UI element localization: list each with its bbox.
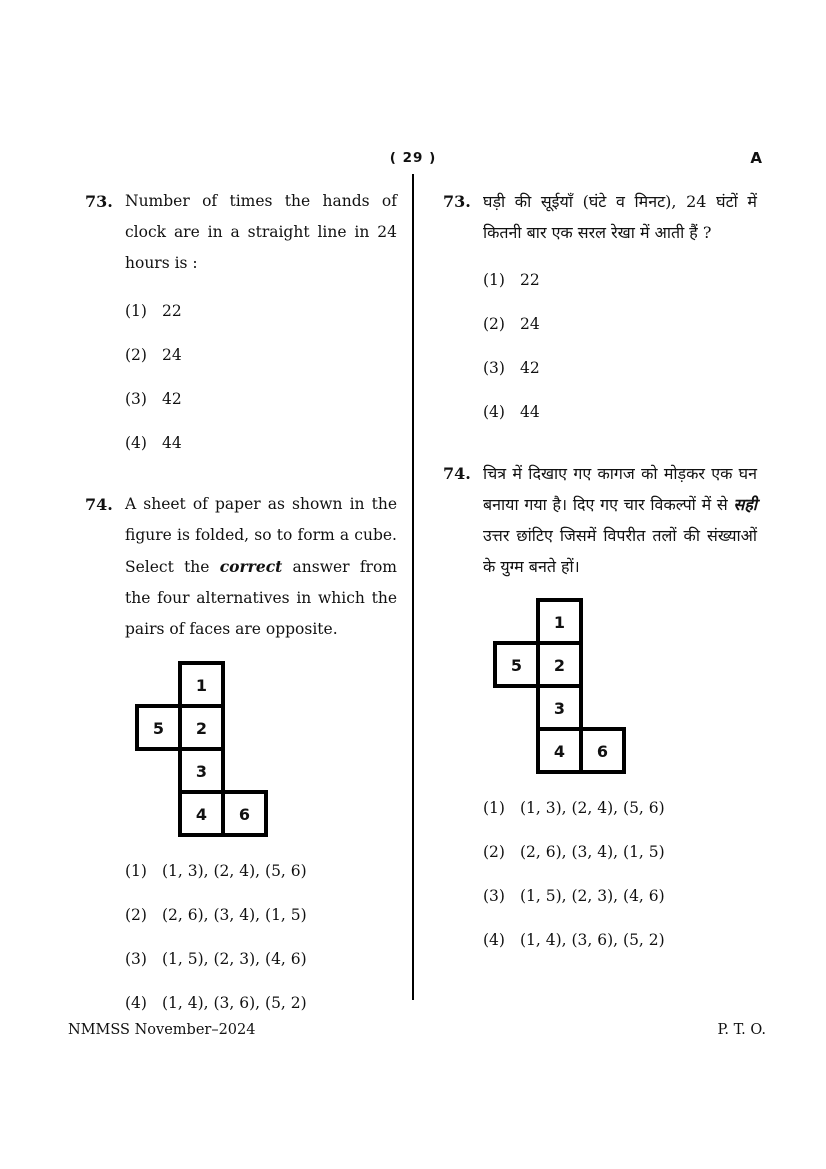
net-cell-label: 3 [553,699,566,718]
english-column [85,186,397,1025]
net-cell-label: 1 [195,676,208,695]
option-label: (4) [483,403,505,421]
net-cell-label: 1 [553,613,566,632]
option-label: (1) [483,271,505,289]
option-value: (1, 5), (2, 3), (4, 6) [519,887,665,905]
footer-pto: P. T. O. [717,1022,766,1038]
option-label: (4) [483,931,505,949]
question-text-part: answer from the four alternatives in which the pairs of faces are opposite. [125,558,397,638]
option-value: (2, 6), (3, 4), (1, 5) [161,906,307,924]
net-cell-label: 5 [510,656,523,675]
options-list [483,258,757,434]
question-text: Number of times the hands of clock are in a straight line in 24 hours is : [125,192,397,272]
option-row [483,786,757,830]
option-label: (2) [483,843,505,861]
question-body [125,186,397,465]
option-label: (4) [125,994,147,1012]
question-body [125,489,397,1025]
options-list [125,289,397,465]
question-body [483,458,757,962]
option-value: 42 [161,390,182,408]
option-value: 22 [161,302,182,320]
option-label: (3) [125,950,147,968]
option-row [483,346,757,390]
net-cell-label: 5 [152,719,165,738]
question-text [483,458,757,582]
cube-net-figure [493,598,757,776]
column-divider [412,174,414,1000]
option-row [483,258,757,302]
option-label: (2) [125,346,147,364]
question-number: 74. [443,464,471,483]
option-row [483,390,757,434]
option-row [125,893,397,937]
hindi-column [443,186,757,962]
option-row [483,302,757,346]
question-body [483,186,757,434]
option-value: (1, 4), (3, 6), (5, 2) [161,994,307,1012]
net-cell-label: 2 [553,656,566,675]
option-row [125,421,397,465]
net-cell-label: 4 [553,742,566,761]
option-row [125,289,397,333]
option-value: (1, 3), (2, 4), (5, 6) [519,799,665,817]
option-row [125,377,397,421]
question-text [125,489,397,645]
net-cell-label: 6 [596,742,609,761]
net-cell-label: 6 [238,805,251,824]
page-number: ( 29 ) [389,150,437,166]
question-number: 73. [85,192,113,211]
option-label: (3) [483,887,505,905]
options-list [483,786,757,962]
option-row [483,830,757,874]
question-text-emphasis: correct [219,557,283,576]
option-label: (1) [483,799,505,817]
option-label: (1) [125,302,147,320]
net-cell-label: 4 [195,805,208,824]
question-text: घड़ी की सूईयाँ (घंटे व मिनट), 24 घंटों में कितनी बार एक सरल रेखा में आती हैं ? [483,192,757,242]
option-row [125,981,397,1025]
question-text-part: चित्र में दिखाए गए कागज को मोड़कर एक घन बनाया गया है। दिए गए चार विकल्पों में से [483,464,757,514]
option-label: (3) [483,359,505,377]
option-value: (1, 4), (3, 6), (5, 2) [519,931,665,949]
cube-net-svg [135,661,268,837]
option-value: 22 [519,271,540,289]
option-row [483,918,757,962]
question-74-hindi [443,458,757,962]
footer-exam-name: NMMSS November–2024 [68,1022,256,1038]
cube-net-svg [493,598,626,774]
cube-net-figure [135,661,397,839]
option-value: 44 [161,434,182,452]
question-text-part: A sheet of paper as shown in the figure is folded, so to form a cube. Select the [125,495,397,576]
option-value: (2, 6), (3, 4), (1, 5) [519,843,665,861]
option-label: (2) [483,315,505,333]
option-label: (1) [125,862,147,880]
option-value: (1, 5), (2, 3), (4, 6) [161,950,307,968]
question-73-english [85,186,397,465]
option-row [483,874,757,918]
question-number: 73. [443,192,471,211]
option-label: (3) [125,390,147,408]
option-row [125,849,397,893]
booklet-set-label: A [750,149,762,167]
option-label: (2) [125,906,147,924]
question-text-part: उत्तर छांटिए जिसमें विपरीत तलों की संख्याओं के युग्म बनते हों। [483,526,757,576]
option-row [125,937,397,981]
option-value: 42 [519,359,540,377]
option-value: (1, 3), (2, 4), (5, 6) [161,862,307,880]
net-cell-label: 2 [195,719,208,738]
option-value: 24 [161,346,182,364]
option-row [125,333,397,377]
question-74-english [85,489,397,1025]
option-label: (4) [125,434,147,452]
page-footer [68,1022,766,1038]
question-number: 74. [85,495,113,514]
question-73-hindi [443,186,757,434]
net-cell-label: 3 [195,762,208,781]
question-text-emphasis: सही [733,495,757,514]
option-value: 24 [519,315,540,333]
options-list [125,849,397,1025]
option-value: 44 [519,403,540,421]
